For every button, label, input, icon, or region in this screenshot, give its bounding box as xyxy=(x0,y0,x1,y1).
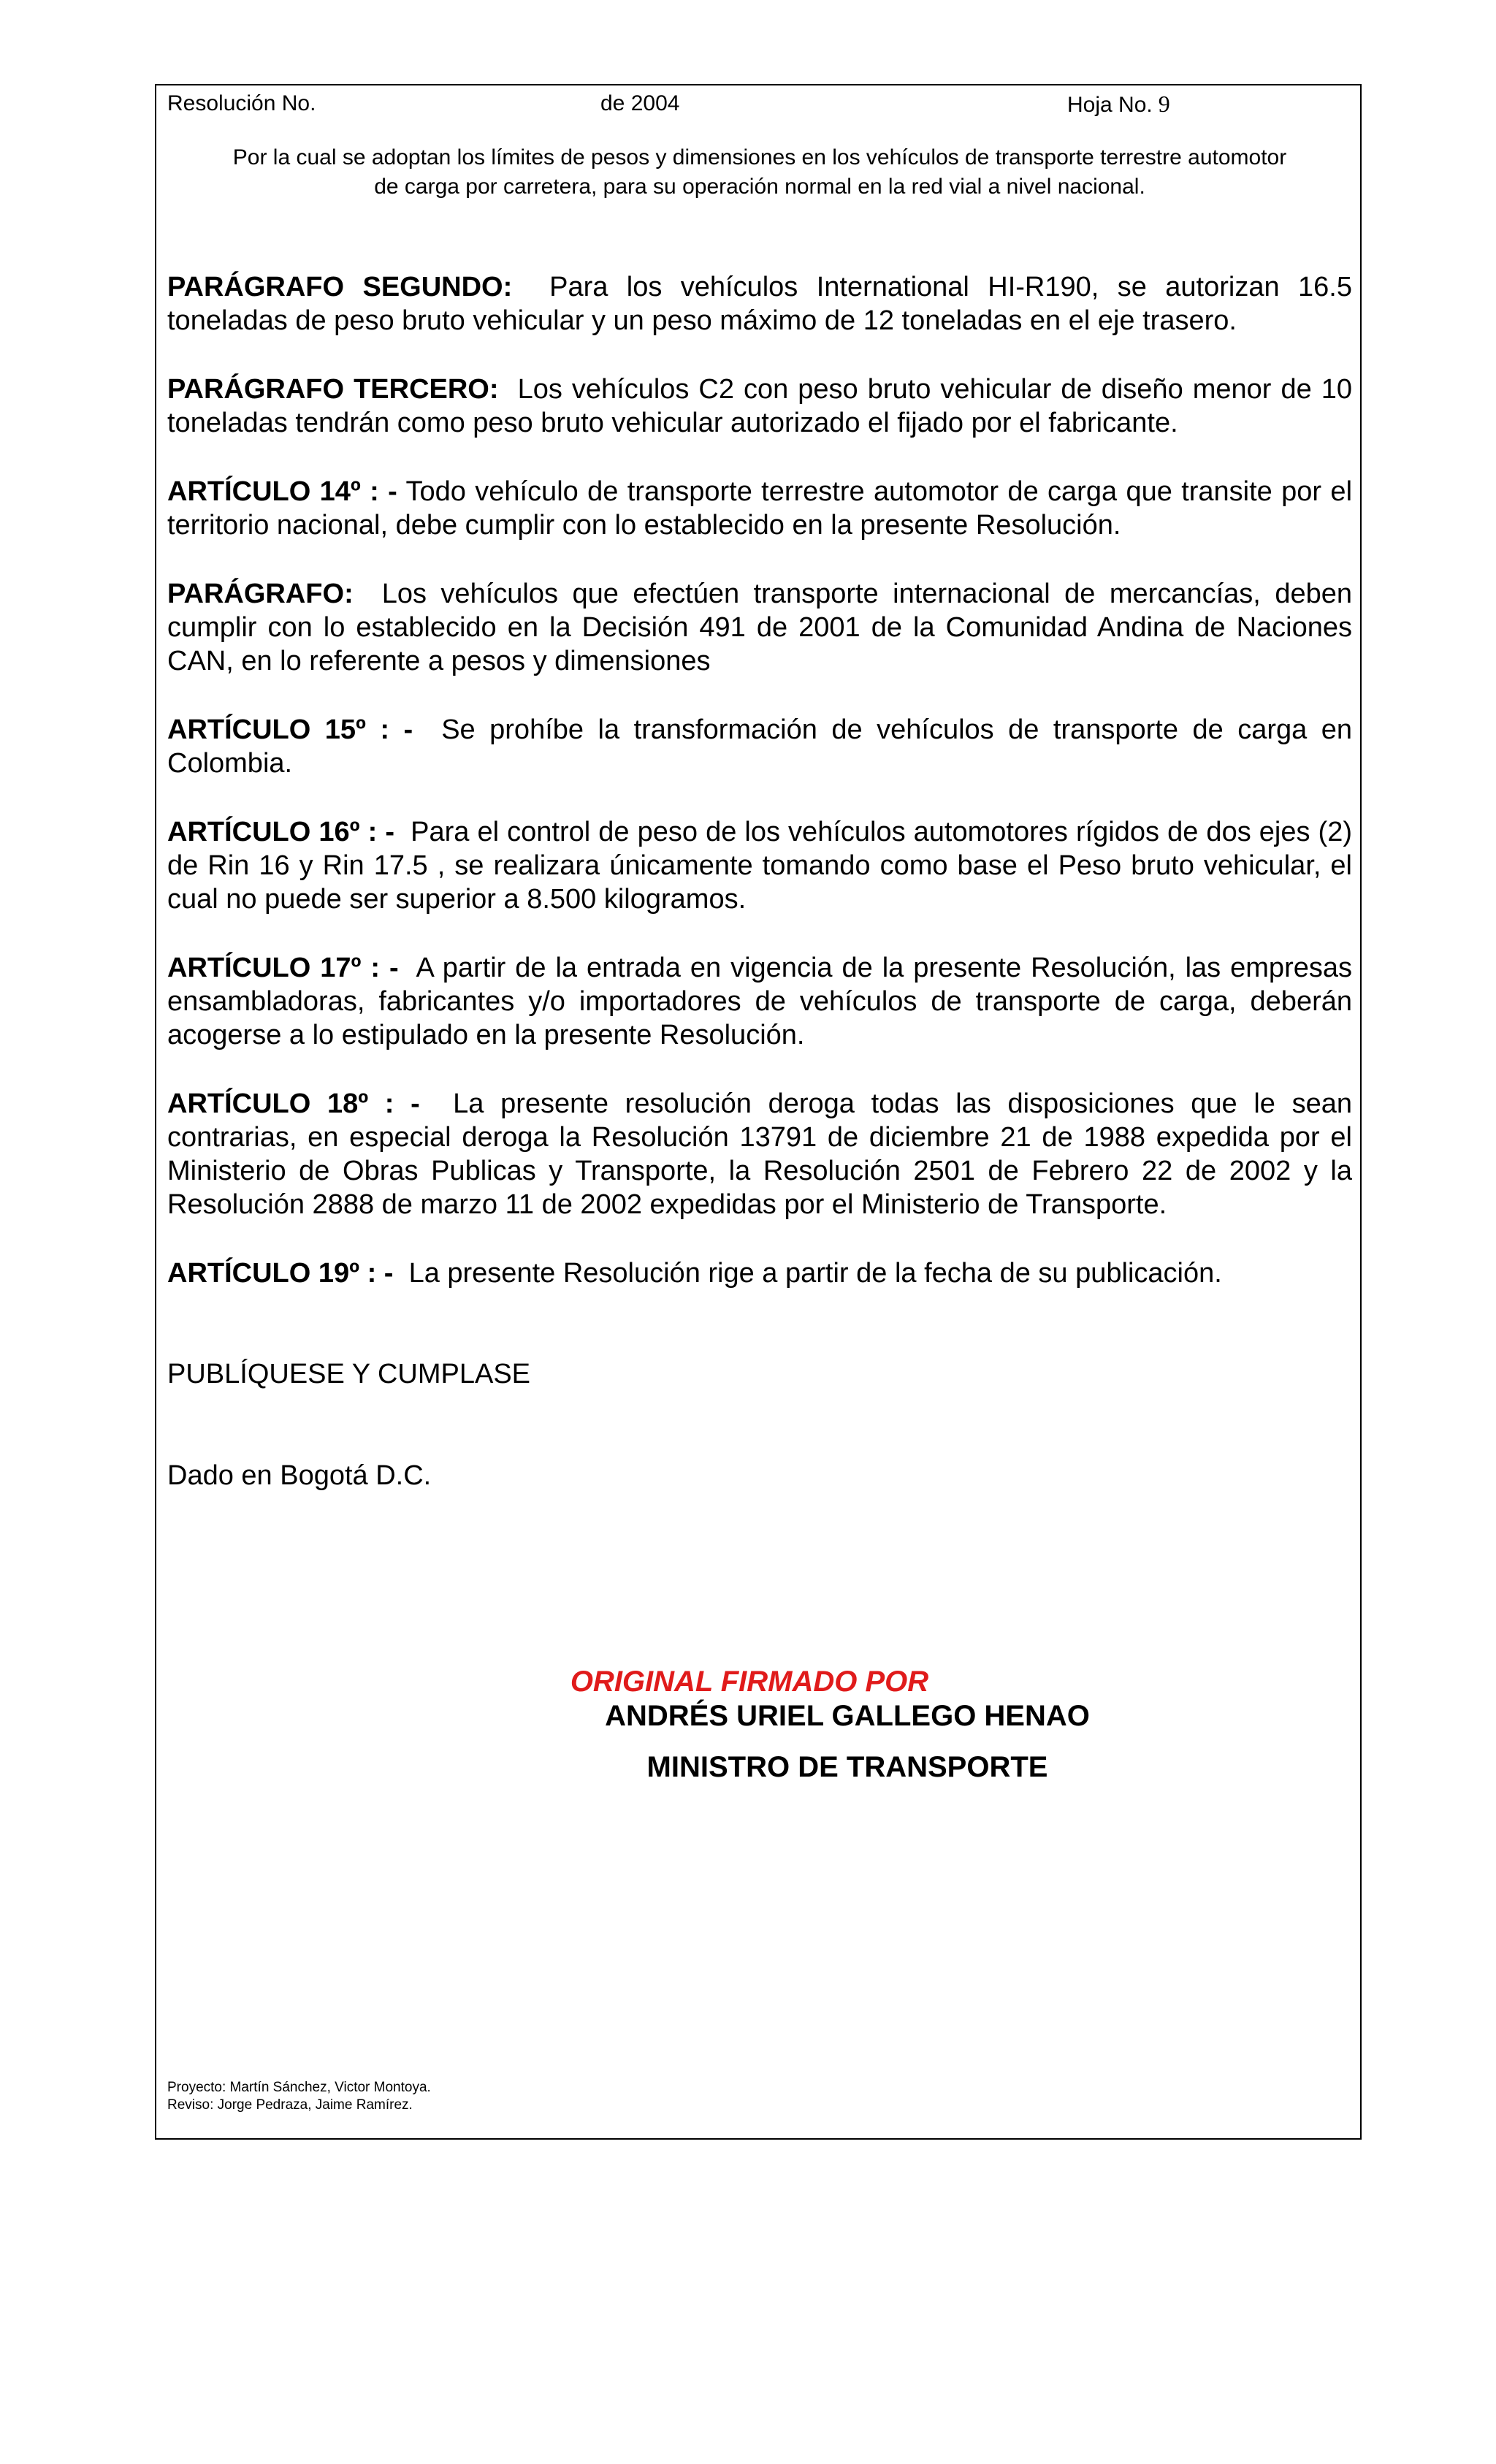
paragraph-heading: ARTÍCULO 15º : - xyxy=(167,714,413,745)
signatory-name: ANDRÉS URIEL GALLEGO HENAO xyxy=(605,1700,1090,1732)
paragraph-heading: ARTÍCULO 18º : - xyxy=(167,1088,420,1119)
paragraph-text: A partir de la entrada en vigencia de la presente Resolución, las empresas ensambladoras, fabricantes y/o importadores de vehículos de transporte de carga, deberán acogerse a lo estipulado en la presente Resolución. xyxy=(167,953,1352,1050)
articulo-14 xyxy=(167,475,1352,542)
paragrafo xyxy=(167,577,1352,678)
sheet-number xyxy=(1067,91,1170,118)
resolution-subtitle xyxy=(167,143,1352,202)
articulo-15 xyxy=(167,713,1352,780)
subtitle-line-2: de carga por carretera, para su operación normal en la red vial a nivel nacional. xyxy=(374,175,1145,199)
articulo-19 xyxy=(167,1256,1352,1290)
paragraph-heading: ARTÍCULO 17º : - xyxy=(167,953,399,983)
paragrafo-segundo xyxy=(167,270,1352,337)
paragraph-heading: PARÁGRAFO: xyxy=(167,579,354,609)
publiquese: PUBLÍQUESE Y CUMPLASE xyxy=(167,1359,531,1389)
paragraph-text: Todo vehículo de transporte terrestre automotor de carga que transite por el territorio nacional, debe cumplir con lo establecido en la presente Resolución. xyxy=(167,476,1353,541)
paragraph-text: Para los vehículos International HI-R190, se autorizan 16.5 toneladas de peso bruto vehicular y un peso máximo de 12 toneladas en el eje trasero. xyxy=(167,272,1352,336)
paragraph-text: La presente resolución deroga todas las disposiciones que le sean contrarias, en especial deroga la Resolución 13791 de diciembre 21 de 1988 expedida por el Ministerio de Obras Publicas y Transporte, la Resolución 2501 de Febrero 22 de 2002 y la Resolución 2888 de marzo 11 de 2002 expedidas por el Ministerio de Transporte. xyxy=(167,1088,1352,1220)
original-signed-stamp: ORIGINAL FIRMADO POR xyxy=(570,1666,929,1698)
paragraph-text: Los vehículos C2 con peso bruto vehicular de diseño menor de 10 toneladas tendrán como peso bruto vehicular autorizado el fijado por el fabricante. xyxy=(167,374,1352,438)
paragraph-heading: PARÁGRAFO TERCERO: xyxy=(167,374,499,405)
sheet-label: Hoja No. xyxy=(1067,93,1153,117)
paragraph-text: La presente Resolución rige a partir de la fecha de su publicación. xyxy=(408,1258,1222,1289)
paragraph-heading: PARÁGRAFO SEGUNDO: xyxy=(167,272,513,302)
paragraph-text: Los vehículos que efectúen transporte internacional de mercancías, deben cumplir con lo establecido en la Decisión 491 de 2001 de la Comunidad Andina de Naciones CAN, en lo referente a pesos y dimensiones xyxy=(167,579,1352,676)
paragraph-text: Para el control de peso de los vehículos automotores rígidos de dos ejes (2) de Rin 16 y Rin 17.5 , se realizara únicamente tomando como base el Peso bruto vehicular, el cual no puede ser superior a 8.500 kilogramos. xyxy=(167,817,1352,915)
paragraph-heading: ARTÍCULO 19º : - xyxy=(167,1258,394,1289)
footer-credits xyxy=(167,2079,431,2114)
paragrafo-tercero xyxy=(167,373,1352,440)
articulo-17 xyxy=(167,951,1352,1052)
dado-en: Dado en Bogotá D.C. xyxy=(167,1460,432,1491)
paragraph-heading: ARTÍCULO 16º : - xyxy=(167,817,394,847)
articulo-18 xyxy=(167,1087,1352,1221)
subtitle-line-1: Por la cual se adoptan los límites de pesos y dimensiones en los vehículos de transporte terrestre automotor xyxy=(232,145,1287,169)
paragraph-text: Se prohíbe la transformación de vehículos de transporte de carga en Colombia. xyxy=(167,714,1353,779)
signatory-title: MINISTRO DE TRANSPORTE xyxy=(646,1751,1048,1783)
paragraph-heading: ARTÍCULO 14º : - xyxy=(167,476,397,507)
document-body xyxy=(167,270,1352,1527)
resolution-year-label: de 2004 xyxy=(600,91,680,115)
footer-reviso: Reviso: Jorge Pedraza, Jaime Ramírez. xyxy=(167,2097,413,2113)
resolution-number-label: Resolución No. xyxy=(167,91,316,115)
sheet-number-value: 9 xyxy=(1158,91,1170,117)
footer-proyecto: Proyecto: Martín Sánchez, Victor Montoya. xyxy=(167,2080,431,2095)
articulo-16 xyxy=(167,815,1352,916)
